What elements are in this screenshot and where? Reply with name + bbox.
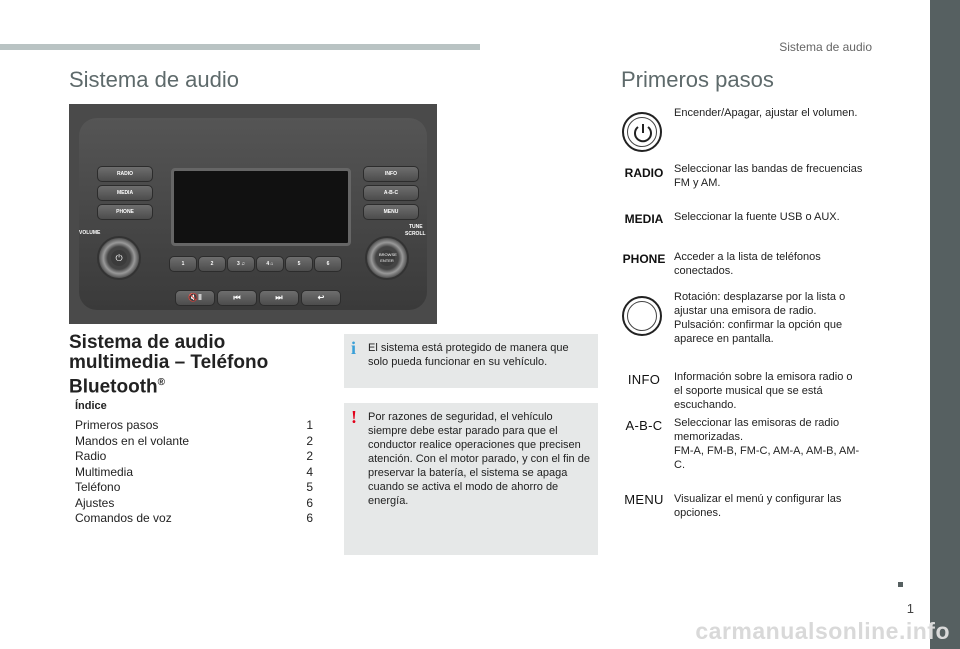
preset-4: 4 ⌂ [256, 256, 284, 272]
toc-row[interactable] [75, 449, 313, 465]
document-heading [69, 333, 268, 397]
toc-row[interactable] [75, 480, 313, 496]
power-icon: ⏻ [111, 250, 127, 266]
radio-panel-image [69, 104, 437, 324]
volume-knob [97, 236, 141, 280]
phone-button: PHONE [97, 204, 153, 220]
toc-entry-label: Comandos de voz [75, 511, 172, 525]
phone-key: PHONE [622, 252, 666, 266]
info-button: INFO [363, 166, 419, 182]
toc-entry-page: 6 [306, 511, 313, 525]
page-marker [898, 582, 903, 587]
registered-mark: ® [157, 377, 166, 388]
browse-enter-label [379, 250, 395, 266]
previous-track-icon: ⏮ [217, 290, 257, 306]
left-section-title: Sistema de audio [69, 67, 239, 92]
browse-text: BROWSE [379, 252, 397, 257]
preset-2: 2 [198, 256, 226, 272]
heading-line-1: Sistema de audio [69, 332, 226, 353]
radio-key: RADIO [624, 166, 664, 180]
abc-button: A-B-C [363, 185, 419, 201]
info-icon: i [351, 338, 357, 358]
tune-label: TUNE [409, 224, 423, 230]
heading-line-3: Bluetooth [69, 376, 158, 398]
toc-entry-page: 2 [306, 433, 313, 448]
toc-entry-page: 5 [306, 480, 313, 494]
power-button-icon [622, 112, 662, 152]
menu-button: MENU [363, 204, 419, 220]
control-desc: Rotación: desplazarse por la lista o ajustar una emisora de radio. Pulsación: confirmar la opción que aparece en pantalla. [674, 291, 846, 345]
toc-row[interactable] [75, 496, 313, 512]
power-button-ring [627, 117, 657, 147]
warning-note-text: Por razones de seguridad, el vehículo siempre debe estar parado para que el conductor realice operaciones que precisen atención. Con el motor parado, y con el fin de preservar la batería, el sistema se apaga cuando se activa el modo de ahorro de energía. [368, 411, 590, 507]
control-desc: Visualizar el menú y configurar las opciones. [674, 493, 842, 519]
toc-entry-label: Teléfono [75, 480, 121, 494]
toc-entry-label: Primeros pasos [75, 418, 159, 432]
back-icon: ↩ [301, 290, 341, 306]
preset-6: 6 [314, 256, 342, 272]
preset-5: 5 [285, 256, 313, 272]
info-note-text: El sistema está protegido de manera que solo pueda funcionar en su vehículo. [368, 342, 569, 368]
control-desc: Seleccionar la fuente USB o AUX. [674, 211, 840, 223]
control-desc: Encender/Apagar, ajustar el volumen. [674, 107, 858, 119]
toc-entry-label: Radio [75, 449, 107, 463]
radio-button: RADIO [97, 166, 153, 182]
rotary-knob-ring [627, 301, 657, 331]
preset-3: 3 ♫ [227, 256, 255, 272]
running-header: Sistema de audio [779, 40, 872, 54]
control-desc: Seleccionar las bandas de frecuencias FM y AM. [674, 163, 863, 189]
header-rule [0, 44, 480, 50]
radio-faceplate [79, 118, 427, 310]
toc-entry-page: 1 [306, 418, 313, 432]
toc-entry-page: 4 [306, 464, 313, 479]
toc-row[interactable] [75, 434, 313, 450]
info-key: INFO [627, 372, 661, 387]
control-desc: Seleccionar las emisoras de radio memorizadas. FM-A, FM-B, FM-C, AM-A, AM-B, AM-C. [674, 417, 860, 471]
control-desc: Acceder a la lista de teléfonos conectados. [674, 251, 821, 277]
page-number: 1 [906, 601, 914, 616]
scroll-label: SCROLL [405, 231, 426, 237]
side-tab-bar [930, 0, 960, 649]
toc-row[interactable] [75, 465, 313, 481]
volume-label: VOLUME [79, 230, 101, 236]
toc-entry-label: Multimedia [75, 464, 134, 479]
browse-knob [365, 236, 409, 280]
power-icon [628, 118, 658, 148]
toc-label: Índice [75, 400, 107, 412]
media-key: MEDIA [624, 212, 664, 226]
warning-note [344, 403, 598, 555]
toc-entry-label: Ajustes [75, 495, 115, 510]
abc-key: A-B-C [625, 418, 663, 433]
menu-key: MENU [624, 492, 664, 507]
preset-1: 1 [169, 256, 197, 272]
watermark: carmanualsonline.info [695, 618, 950, 644]
info-note [344, 334, 598, 388]
enter-text: ENTER [380, 258, 394, 263]
toc-row[interactable] [75, 511, 313, 527]
toc-entry-page: 6 [306, 495, 313, 510]
heading-line-2: multimedia – Teléfono [69, 352, 269, 373]
toc-entry-page: 2 [306, 449, 313, 463]
right-section-title: Primeros pasos [621, 67, 774, 92]
mute-pause-icon: 🔇‖ [175, 290, 215, 306]
media-button: MEDIA [97, 185, 153, 201]
rotary-knob-icon [622, 296, 662, 336]
next-track-icon: ⏭ [259, 290, 299, 306]
toc-entry-label: Mandos en el volante [75, 433, 190, 448]
control-desc: Información sobre la emisora radio o el soporte musical que se está escuchando. [674, 371, 853, 411]
warning-icon: ! [351, 407, 357, 427]
toc-row[interactable] [75, 418, 313, 434]
table-of-contents [75, 418, 313, 527]
radio-display [171, 168, 351, 246]
